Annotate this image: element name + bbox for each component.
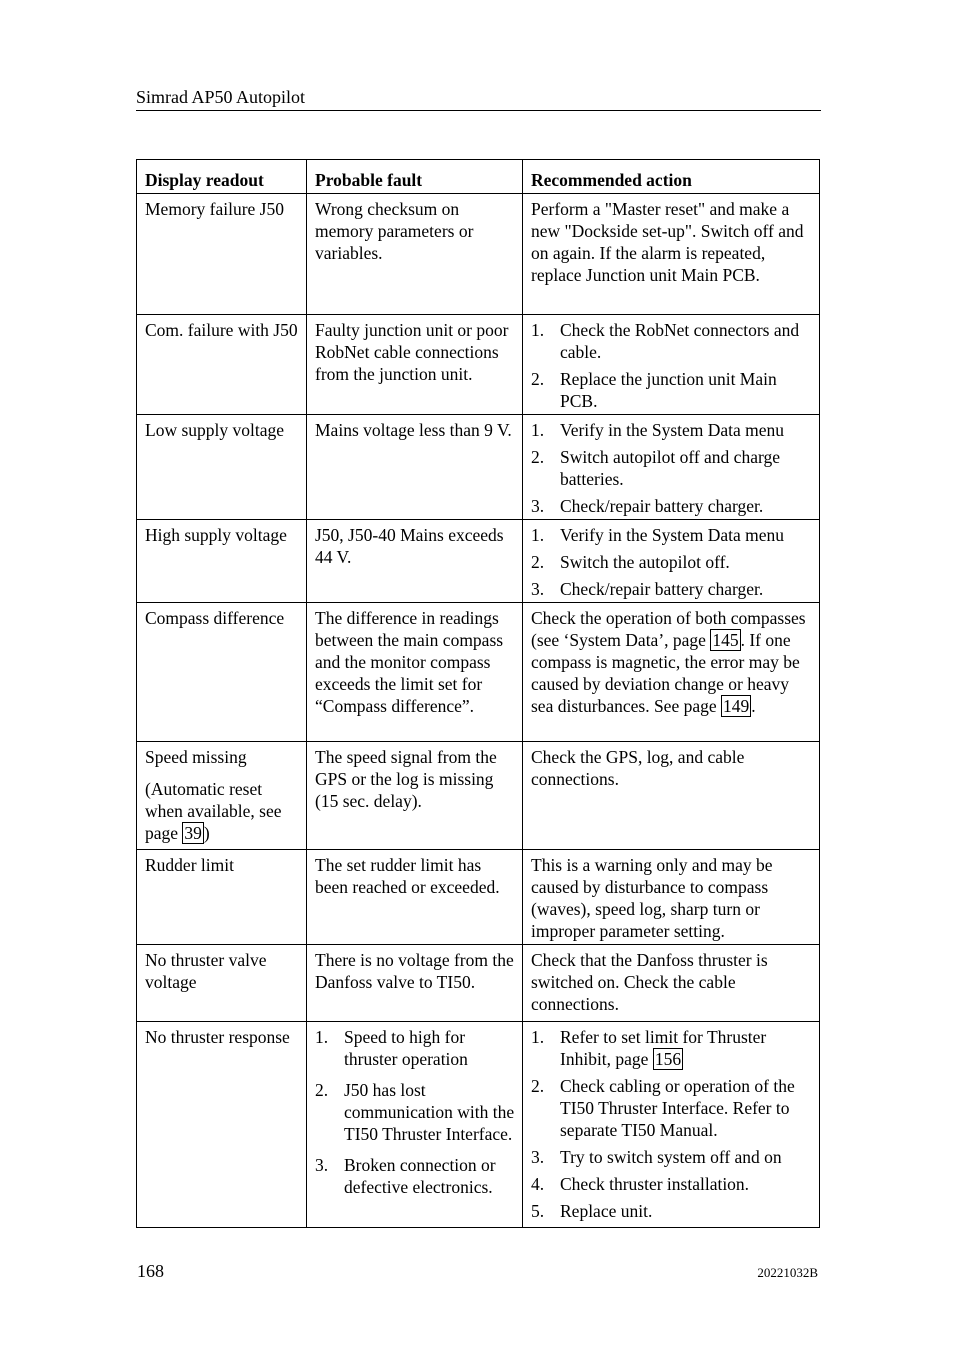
table-row <box>137 520 820 603</box>
recommended-action-cell: Check that the Danfoss thruster is switched on. Check the cable connections. <box>523 945 820 1022</box>
list-item: 3. Try to switch system off and on <box>531 1147 782 1167</box>
column-header: Probable fault <box>307 160 523 194</box>
display-readout-cell: Speed missing (Automatic reset when available, see page 39 ) <box>137 742 307 850</box>
list-item: 1. Refer to set limit for Thruster Inhibit, page 156 <box>531 1027 767 1069</box>
page-reference-link[interactable]: 149 <box>723 696 750 716</box>
column-header: Display readout <box>137 160 307 194</box>
display-readout-cell: Low supply voltage <box>137 415 307 520</box>
page-number: 168 <box>137 1261 164 1281</box>
display-readout-cell: Rudder limit <box>137 850 307 945</box>
display-readout-cell: No thruster response <box>137 1022 307 1228</box>
table-row <box>137 945 820 1022</box>
recommended-action-cell <box>523 520 820 603</box>
recommended-action-cell: Check the GPS, log, and cable connections. <box>523 742 820 850</box>
list-item: 1. Verify in the System Data menu <box>531 525 785 545</box>
list-item: 2. J50 has lost communication with the TI50 Thruster Interface. <box>315 1080 515 1144</box>
probable-fault-cell: The difference in readings between the main compass and the monitor compass exceeds the limit set for “Compass difference”. <box>307 603 523 742</box>
list-item: 2. Replace the junction unit Main PCB. <box>531 369 777 411</box>
probable-fault-cell: The set rudder limit has been reached or exceeded. <box>307 850 523 945</box>
recommended-action-cell: Check the operation of both compasses (see ‘System Data’, page 145 . If one compass is magnetic, the error may be caused by deviation change or heavy sea disturbances. See page 149 . <box>523 603 820 742</box>
display-readout-cell: Memory failure J50 <box>137 194 307 315</box>
table-row <box>137 315 820 415</box>
list-item: 3. Broken connection or defective electronics. <box>315 1155 496 1197</box>
header-title: Simrad AP50 Autopilot <box>136 87 306 107</box>
column-header: Recommended action <box>523 160 820 194</box>
table-row <box>137 742 820 850</box>
list-item: 4. Check thruster installation. <box>531 1174 750 1194</box>
recommended-action-cell <box>523 415 820 520</box>
action-steps <box>531 419 813 517</box>
list-item: 1. Verify in the System Data menu <box>531 420 785 440</box>
table-row <box>137 850 820 945</box>
page-reference-link[interactable]: 156 <box>654 1049 682 1069</box>
action-steps <box>531 524 813 600</box>
recommended-action-cell <box>523 315 820 415</box>
list-item: 1. Check the RobNet connectors and cable. <box>531 320 800 362</box>
display-readout-cell: High supply voltage <box>137 520 307 603</box>
probable-fault-cell: Mains voltage less than 9 V. <box>307 415 523 520</box>
list-item: 3. Check/repair battery charger. <box>531 496 764 516</box>
table-row <box>137 1022 820 1228</box>
list-item: 5. Replace unit. <box>531 1201 653 1221</box>
table-row <box>137 415 820 520</box>
probable-fault-cell: Faulty junction unit or poor RobNet cable connections from the junction unit. <box>307 315 523 415</box>
probable-fault-cell: Wrong checksum on memory parameters or variables. <box>307 194 523 315</box>
probable-fault-cell: J50, J50-40 Mains exceeds 44 V. <box>307 520 523 603</box>
list-item: 1. Speed to high for thruster operation <box>315 1027 468 1069</box>
recommended-action-cell <box>523 1022 820 1228</box>
table-row <box>137 603 820 742</box>
display-readout-cell: No thruster valve voltage <box>137 945 307 1022</box>
action-steps <box>531 319 813 412</box>
action-steps <box>531 1026 813 1222</box>
display-readout-cell: Compass difference <box>137 603 307 742</box>
document-code: 20221032B <box>757 1265 818 1280</box>
list-item: 3. Check/repair battery charger. <box>531 579 764 599</box>
list-item: 2. Switch autopilot off and charge batteries. <box>531 447 780 489</box>
table-header-row <box>137 160 820 194</box>
probable-fault-cell: There is no voltage from the Danfoss valve to TI50. <box>307 945 523 1022</box>
table-row <box>137 194 820 315</box>
fault-steps <box>315 1026 516 1198</box>
display-readout-cell: Com. failure with J50 <box>137 315 307 415</box>
recommended-action-cell: This is a warning only and may be caused by disturbance to compass (waves), speed log, sharp turn or improper parameter setting. <box>523 850 820 945</box>
probable-fault-cell: The speed signal from the GPS or the log is missing (15 sec. delay). <box>307 742 523 850</box>
probable-fault-cell <box>307 1022 523 1228</box>
recommended-action-cell: Perform a "Master reset" and make a new "Dockside set-up". Switch off and on again. If the alarm is repeated, replace Junction unit Main PCB. <box>523 194 820 315</box>
fault-table <box>136 159 820 1228</box>
list-item: 2. Switch the autopilot off. <box>531 552 730 572</box>
running-header <box>136 86 821 111</box>
page-reference-link[interactable]: 145 <box>712 630 739 650</box>
page-reference-link[interactable]: 39 <box>184 823 202 843</box>
list-item: 2. Check cabling or operation of the TI50 Thruster Interface. Refer to separate TI50 Manual. <box>531 1076 795 1140</box>
